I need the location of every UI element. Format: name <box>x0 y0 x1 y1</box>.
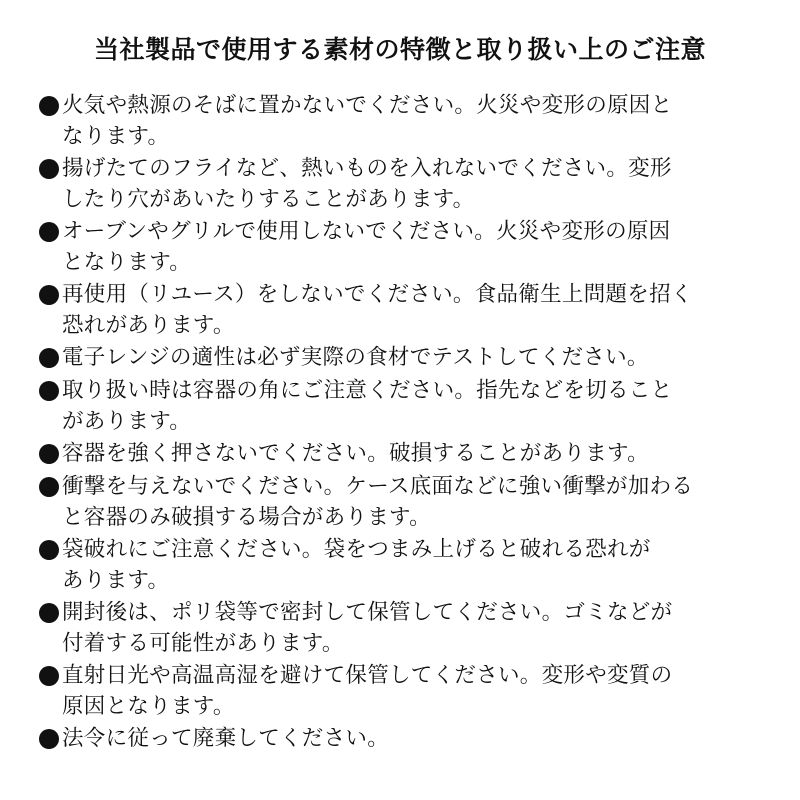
notice-text-line: あります。 <box>62 568 170 593</box>
notice-text <box>62 375 770 437</box>
page-title: 当社製品で使用する素材の特徴と取り扱い上のご注意 <box>93 35 706 64</box>
bullet-icon <box>36 534 62 566</box>
notice-text-line: オーブンやグリルで使用しないでください。火災や変形の原因 <box>62 219 671 244</box>
bullet-icon <box>36 342 62 374</box>
notice-text-line: と容器のみ破損する場合があります。 <box>62 505 431 530</box>
notice-item <box>36 153 770 215</box>
notice-item <box>36 90 770 152</box>
notice-text-line: 恐れがあります。 <box>62 313 235 338</box>
bullet-icon <box>36 660 62 692</box>
notice-list <box>36 90 770 756</box>
notice-text <box>62 660 770 722</box>
bullet-icon <box>36 471 62 503</box>
notice-item <box>36 723 770 755</box>
notice-text-line: 揚げたてのフライなど、熱いものを入れないでください。変形 <box>62 156 672 181</box>
notice-text-line: があります。 <box>62 409 192 434</box>
bullet-icon <box>36 375 62 407</box>
notice-text <box>62 153 770 215</box>
notice-item <box>36 534 770 596</box>
notice-text-line: 直射日光や高温高湿を避けて保管してください。変形や変質の <box>62 663 673 688</box>
notice-item <box>36 471 770 533</box>
bullet-icon <box>36 438 62 470</box>
notice-text-line: 袋破れにご注意ください。袋をつまみ上げると破れる恐れが <box>62 537 651 562</box>
bullet-icon <box>36 279 62 311</box>
notice-text-line: 火気や熱源のそばに置かないでください。火災や変形の原因と <box>62 93 673 118</box>
notice-text-line: 電子レンジの適性は必ず実際の食材でテストしてください。 <box>62 345 649 370</box>
notice-text <box>62 342 770 373</box>
bullet-icon <box>36 597 62 629</box>
bullet-icon <box>36 153 62 185</box>
notice-text-line: 法令に従って廃棄してください。 <box>62 726 390 751</box>
notice-item <box>36 342 770 374</box>
notice-text-line: なります。 <box>62 124 170 149</box>
notice-text-line: したり穴があいたりすることがあります。 <box>62 187 475 212</box>
notice-item <box>36 279 770 341</box>
notice-text <box>62 534 770 596</box>
notice-text <box>62 90 770 152</box>
bullet-icon <box>36 90 62 122</box>
notice-item <box>36 438 770 470</box>
notice-text <box>62 438 770 469</box>
notice-item <box>36 216 770 278</box>
notice-text-line: 衝撃を与えないでください。ケース底面などに強い衝撃が加わる <box>62 474 694 499</box>
notice-text-line: となります。 <box>62 250 192 275</box>
notice-text-line: 原因となります。 <box>62 694 235 719</box>
notice-text <box>62 723 770 754</box>
bullet-icon <box>36 216 62 248</box>
notice-item <box>36 597 770 659</box>
bullet-icon <box>36 723 62 755</box>
notice-item <box>36 660 770 722</box>
notice-text <box>62 597 770 659</box>
notice-text <box>62 471 770 533</box>
notice-text-line: 取り扱い時は容器の角にご注意ください。指先などを切ること <box>62 378 673 403</box>
notice-item <box>36 375 770 437</box>
notice-text-line: 開封後は、ポリ袋等で密封して保管してください。ゴミなどが <box>62 600 673 625</box>
notice-text <box>62 279 770 341</box>
notice-text-line: 付着する可能性があります。 <box>62 631 344 656</box>
notice-text-line: 再使用（リユース）をしないでください。食品衛生上問題を招く <box>62 282 693 307</box>
notice-text-line: 容器を強く押さないでください。破損することがあります。 <box>62 441 649 466</box>
notice-text <box>62 216 770 278</box>
